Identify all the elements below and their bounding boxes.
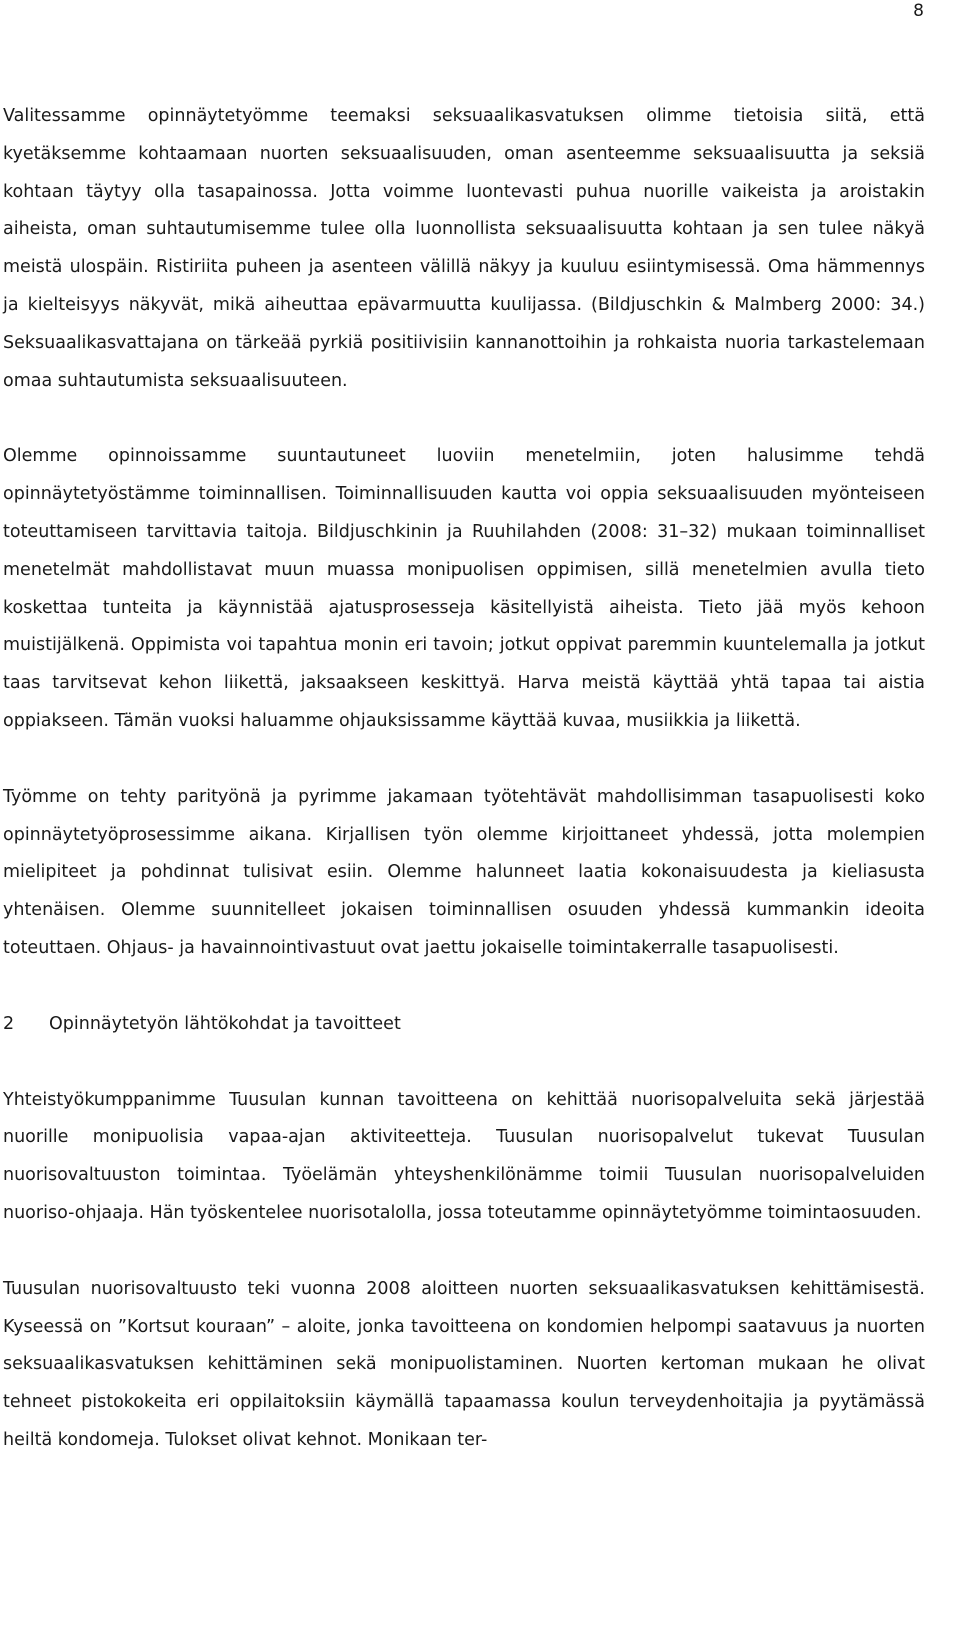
paragraph: Työmme on tehty parityönä ja pyrimme jakamaan työtehtävät mahdollisimman tasapuolisesti koko opinnäytetyöprosessimme aikana. Kirjallisen työn olemme kirjoittaneet yhdessä, jotta molempien mielipiteet ja pohdinnat tulisivat esiin. Olemme halunneet laatia kokonaisuudesta ja kieliasusta yhtenäisen. Olemme suunnitelleet jokaisen toiminnallisen osuuden yhdessä kummankin ideoita toteuttaen. Ohjaus- ja havainnointivastuut ovat jaettu jokaiselle toimintakerralle tasapuolisesti.: [3, 786, 925, 958]
section-title: Opinnäytetyön lähtökohdat ja tavoitteet: [49, 1013, 401, 1034]
paragraph: Valitessamme opinnäytetyömme teemaksi seksuaalikasvatuksen olimme tietoisia siitä, että kyetäksemme kohtaamaan nuorten seksuaalisuuden, oman asenteemme seksuaalisuutta ja seksiä kohtaan täytyy olla tasapainossa. Jotta voimme luontevasti puhua nuorille vaikeista ja aroistakin aiheista, oman suhtautumisemme tulee olla luonnollista seksuaalisuutta kohtaan ja sen tulee näkyä meistä ulospäin. Ristiriita puheen ja asenteen välillä näkyy ja kuuluu esiintymisessä. Oma hämmennys ja kielteisyys näkyvät, mikä aiheuttaa epävarmuutta kuulijassa. (Bildjuschkin & Malmberg 2000: 34.) Seksuaalikasvattajana on tärkeää pyrkiä positiivisiin kannanottoihin ja rohkaista nuoria tarkastelemaan omaa suhtautumista seksuaalisuuteen.: [3, 106, 925, 391]
paragraph: Tuusulan nuorisovaltuusto teki vuonna 2008 aloitteen nuorten seksuaalikasvatuksen kehittämisestä. Kyseessä on ”Kortsut kouraan” – aloite, jonka tavoitteena on kondomien helpompi saatavuus ja nuorten seksuaalikasvatuksen kehittäminen sekä monipuolistaminen. Nuorten kertoman mukaan he olivat tehneet pistokokeita eri oppilaitoksiin käymällä tapaamassa koulun terveydenhoitajia ja pyytämässä heiltä kondomeja. Tulokset olivat kehnot. Monikaan ter-: [3, 1278, 925, 1450]
page-number: 8: [913, 1, 924, 21]
paragraph: Yhteistyökumppanimme Tuusulan kunnan tavoitteena on kehittää nuorisopalveluita sekä järjestää nuorille monipuolisia vapaa-ajan aktiviteetteja. Tuusulan nuorisopalvelut tukevat Tuusulan nuorisovaltuuston toimintaa. Työelämän yhteyshenkilönämme toimii Tuusulan nuorisopalveluiden nuoriso-ohjaaja. Hän työskentelee nuorisotalolla, jossa toteutamme opinnäytetyömme toimintaosuuden.: [3, 1089, 925, 1223]
document-body: [3, 98, 925, 1460]
paragraph: Olemme opinnoissamme suuntautuneet luoviin menetelmiin, joten halusimme tehdä opinnäytetyöstämme toiminnallisen. Toiminnallisuuden kautta voi oppia seksuaalisuuden myönteiseen toteuttamiseen tarvittavia taitoja. Bildjuschkinin ja Ruuhilahden (2008: 31–32) mukaan toiminnalliset menetelmät mahdollistavat muun muassa monipuolisen oppimisen, sillä menetelmien avulla tieto koskettaa tunteita ja käynnistää ajatusprosesseja käsitellyistä aiheista. Tieto jää myös kehoon muistijälkenä. Oppimista voi tapahtua monin eri tavoin; jotkut oppivat paremmin kuuntelemalla ja jotkut taas tarvitsevat kehon liikettä, jaksaakseen keskittyä. Harva meistä käyttää yhtä tapaa tai aistia oppiakseen. Tämän vuoksi haluamme ohjauksissamme käyttää kuvaa, musiikkia ja liikettä.: [3, 446, 925, 731]
section-heading: [3, 1006, 925, 1044]
section-number: 2: [3, 1013, 15, 1034]
